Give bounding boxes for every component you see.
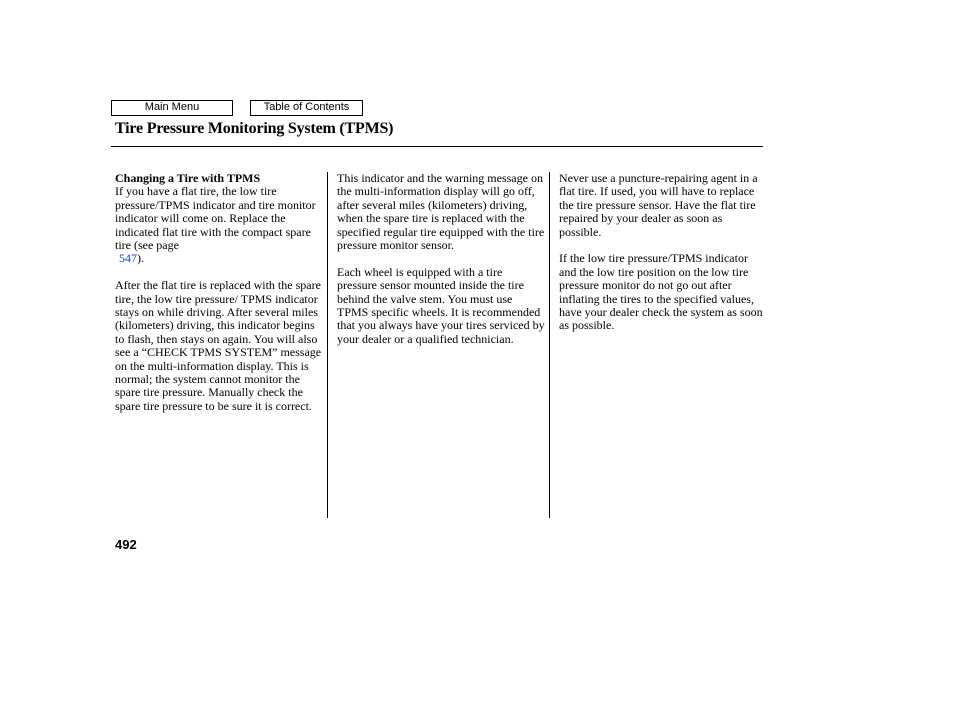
column1-paragraph1: If you have a flat tire, the low tire pressure/TPMS indicator and tire monitor indicator will come on. Replace the indicated flat tire with the compact spare tire (see page (115, 184, 316, 253)
text-column-2 (337, 172, 545, 346)
text-column-3 (559, 172, 767, 333)
text-column-1 (115, 172, 323, 413)
table-of-contents-button[interactable]: Table of Contents (250, 100, 363, 116)
page-title: Tire Pressure Monitoring System (TPMS) (115, 120, 394, 137)
column2-paragraph2: Each wheel is equipped with a tire pressure sensor mounted inside the tire behind the valve stem. You must use TPMS specific wheels. It is recommended that you always have your tires serviced by your dealer or a qualified technician. (337, 264, 545, 346)
column-divider-1 (327, 172, 328, 518)
title-divider (111, 146, 763, 147)
main-menu-button[interactable]: Main Menu (111, 100, 233, 116)
column1-paragraph2: After the flat tire is replaced with the spare tire, the low tire pressure/ TPMS indicator stays on while driving. After several miles (kilometers) driving, this indicator begins to flash, then stays on again. You will also see a “CHECK TPMS SYSTEM” message on the multi-information display. This is normal; the system cannot monitor the spare tire pressure. Manually check the spare tire pressure to be sure it is correct. (115, 278, 322, 413)
column2-paragraph1: This indicator and the warning message on the multi-information display will go off, after several miles (kilometers) driving, when the spare tire is replaced with the specified regular tire equipped with the tire pressure monitor sensor. (337, 171, 545, 253)
section-subheading: Changing a Tire with TPMS (115, 171, 261, 185)
column3-paragraph1: Never use a puncture-repairing agent in a flat tire. If used, you will have to replace the tire pressure sensor. Have the flat tire repaired by your dealer as soon as possible. (559, 171, 758, 239)
column1-paragraph1-end: ). (137, 251, 144, 266)
column-divider-2 (549, 172, 550, 518)
page-547-link[interactable]: 547 (119, 251, 137, 266)
column3-paragraph2: If the low tire pressure/TPMS indicator and the low tire position on the low tire pressure monitor do not go out after inflating the tires to the specified values, have your dealer check the system as soon as possible. (559, 251, 763, 333)
page-number: 492 (115, 537, 137, 552)
